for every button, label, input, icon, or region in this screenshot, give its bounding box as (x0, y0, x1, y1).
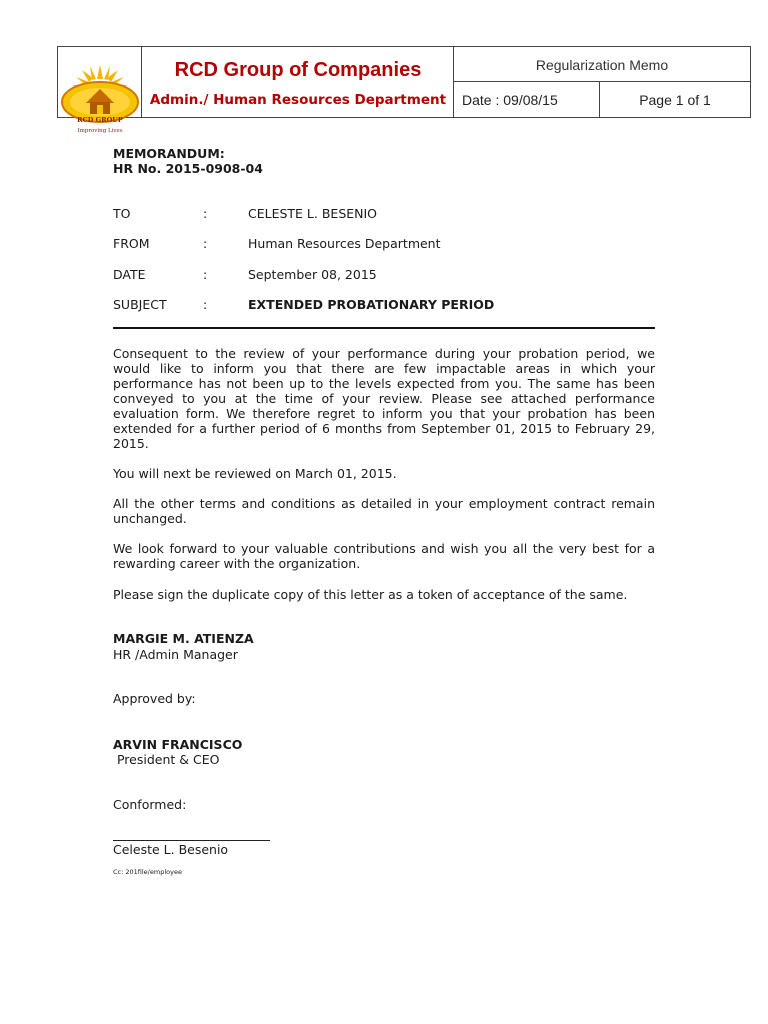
approved-by-label: Approved by: (113, 691, 196, 706)
memo-heading: MEMORANDUM: (113, 146, 225, 161)
memo-type: Regularization Memo (535, 57, 669, 73)
body-line: We look forward to your valuable contributions and wish you all the very best for a (113, 541, 655, 556)
memo-header-table (57, 46, 751, 134)
field-value: Human Resources Department (248, 236, 441, 251)
field-label: SUBJECT (113, 297, 167, 312)
logo-brand-text: RCD GROUP (77, 116, 123, 124)
field-value: EXTENDED PROBATIONARY PERIOD (248, 297, 495, 312)
body-line: would like to inform you that there are few impactable areas in which your (113, 361, 655, 376)
conformed-label: Conformed: (113, 797, 187, 812)
logo-cell (58, 47, 142, 134)
hr-number: HR No. 2015-0908-04 (113, 161, 263, 176)
title-cell (142, 47, 454, 117)
department-name: Admin./ Human Resources Department (149, 92, 447, 108)
field-value: CELESTE L. BESENIO (248, 206, 378, 221)
body-line: extended for a further period of 6 months from September 01, 2015 to February 29, (113, 421, 655, 436)
conformer-name: Celeste L. Besenio (113, 842, 229, 857)
body-paragraph-2: You will next be reviewed on March 01, 2015. (113, 466, 397, 481)
signer-name: MARGIE M. ATIENZA (113, 631, 254, 646)
body-line: 2015. (113, 436, 149, 451)
field-label: FROM (113, 236, 150, 251)
field-colon: : (203, 267, 208, 282)
approver-title: President & CEO (113, 752, 220, 767)
cc-note: Cc: 201file/employee (113, 868, 182, 876)
body-line: performance has not been up to the levels expected from you. The same has been (113, 376, 655, 391)
body-paragraph-5: Please sign the duplicate copy of this letter as a token of acceptance of the same. (113, 587, 628, 602)
field-label: TO (113, 206, 131, 221)
company-name: RCD Group of Companies (174, 59, 422, 81)
body-line: rewarding career with the organization. (113, 556, 361, 571)
field-colon: : (203, 297, 208, 312)
field-value: September 08, 2015 (248, 267, 377, 282)
signature-line (113, 840, 270, 841)
memo-type-cell (454, 47, 750, 82)
body-paragraph-3 (113, 496, 655, 526)
body-paragraph-1 (113, 346, 655, 451)
rcd-group-logo (58, 47, 142, 137)
signer-title: HR /Admin Manager (113, 647, 238, 662)
body-line: Consequent to the review of your performance during your probation period, we (113, 346, 655, 361)
body-line: conveyed to you at the time of your review. Please see attached performance (113, 391, 655, 406)
horizontal-rule (113, 327, 655, 329)
date-cell (454, 82, 600, 117)
field-colon: : (203, 206, 208, 221)
field-label: DATE (113, 267, 146, 282)
header-date: Date : 09/08/15 (462, 92, 558, 108)
body-line: evaluation form. We therefore regret to inform you that your probation has been (113, 406, 655, 421)
logo-tagline-text: Improving Lives (77, 128, 123, 134)
body-paragraph-4 (113, 541, 655, 571)
field-colon: : (203, 236, 208, 251)
approver-name: ARVIN FRANCISCO (113, 737, 243, 752)
page-cell (600, 82, 750, 117)
body-line: unchanged. (113, 511, 187, 526)
body-line: All the other terms and conditions as detailed in your employment contract remain (113, 496, 655, 511)
page-number: Page 1 of 1 (639, 92, 711, 108)
